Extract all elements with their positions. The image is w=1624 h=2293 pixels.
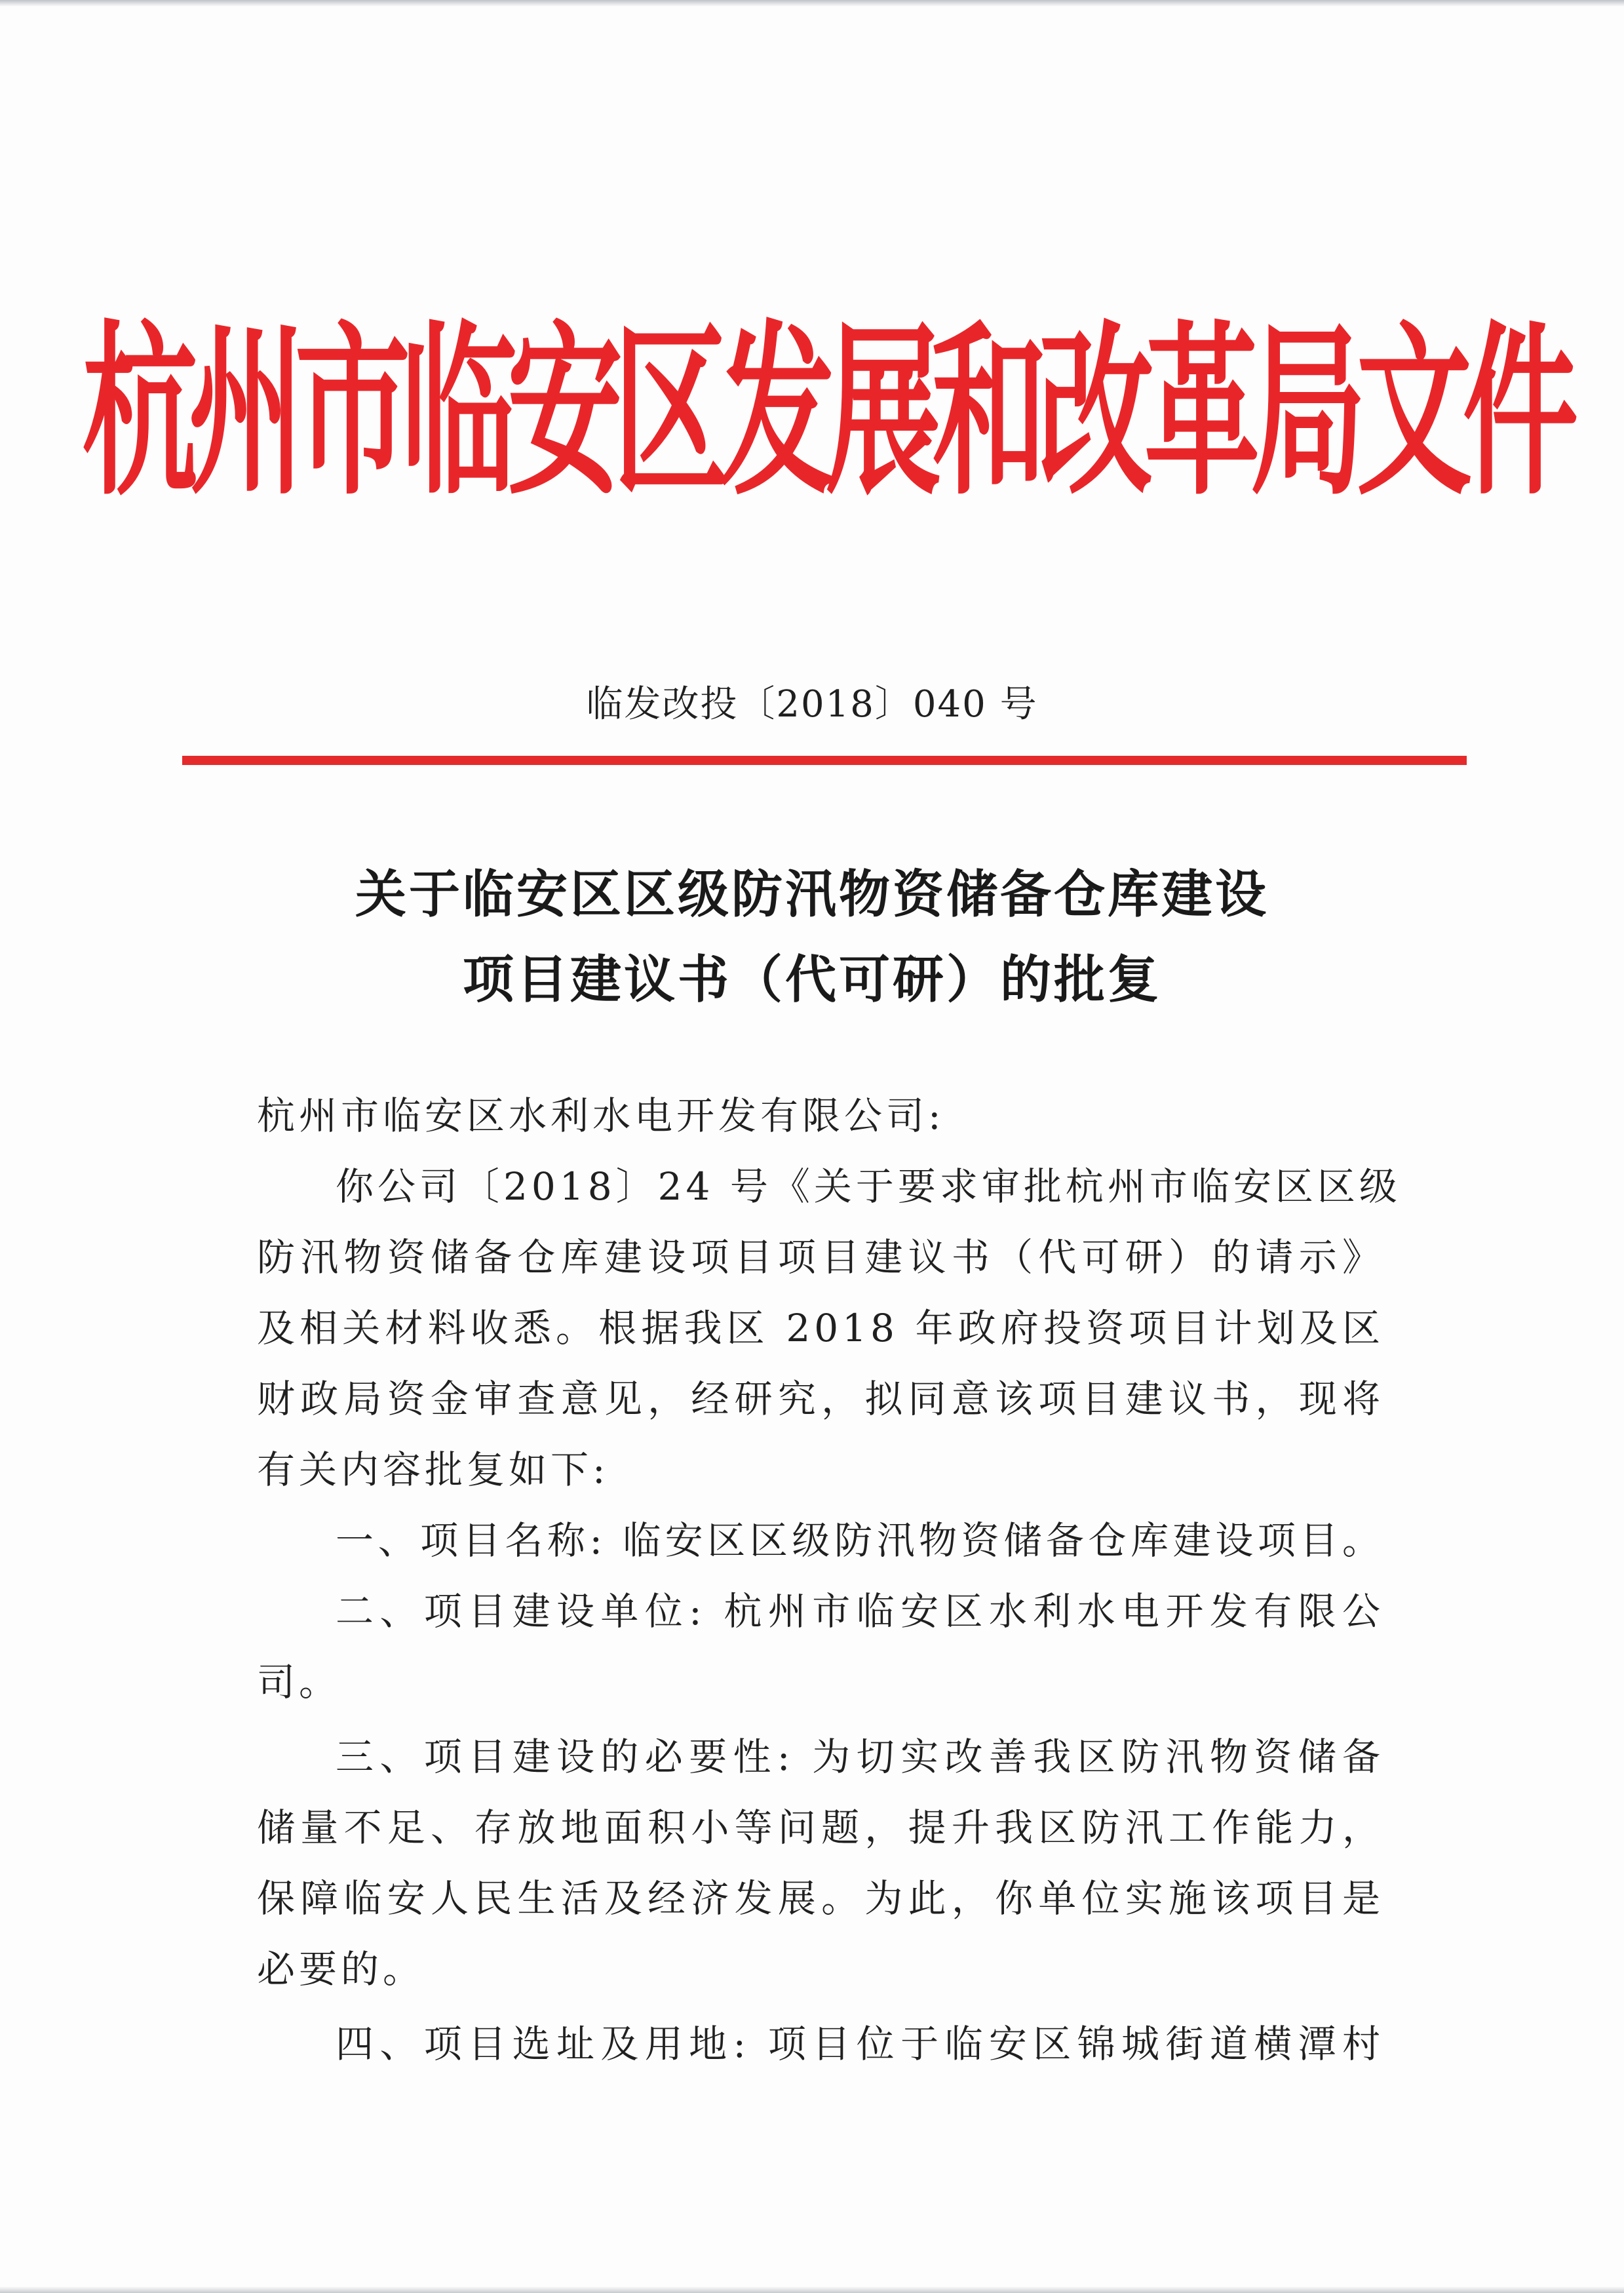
item-2-line: 二、项目建设单位: 杭州市临安区水利水电开发有限公 (336, 1589, 1384, 1634)
item-3-line: 储量不足、存放地面积小等问题，提升我区防汛工作能力， (257, 1805, 1384, 1850)
item-3-line: 保障临安人民生活及经济发展。为此，你单位实施该项目是 (257, 1876, 1384, 1921)
item-3-line: 必要的。 (257, 1947, 425, 1991)
paragraph-1-line: 有关内容批复如下: (257, 1447, 609, 1492)
item-2-line: 司。 (257, 1660, 341, 1704)
addressee: 杭州市临安区水利水电开发有限公司: (257, 1093, 945, 1138)
paragraph-1-line: 你公司〔2018〕24 号《关于要求审批杭州市临安区区级 (336, 1164, 1401, 1209)
item-3-line: 三、项目建设的必要性: 为切实改善我区防汛物资储备 (336, 1734, 1384, 1779)
paragraph-1-line: 防汛物资储备仓库建设项目项目建议书（代可研）的请示》 (257, 1235, 1384, 1280)
document-body (257, 1080, 1401, 2079)
paragraph-1 (257, 1151, 1401, 1505)
red-separator-line (182, 756, 1467, 765)
document-number: 临发改投〔2018〕040 号 (586, 683, 1038, 726)
subject-line-2: 项目建议书（代可研）的批复 (462, 951, 1161, 1009)
document-subject (0, 852, 1624, 1023)
paragraph-1-line: 及相关材料收悉。根据我区 2018 年政府投资项目计划及区 (257, 1306, 1384, 1350)
scan-edge-bottom (0, 2286, 1624, 2293)
item-1-project-name: 一、项目名称: 临安区区级防汛物资储备仓库建设项目。 (336, 1518, 1384, 1563)
paragraph-1-line: 财政局资金审查意见，经研究，拟同意该项目建议书，现将 (257, 1377, 1384, 1421)
scan-edge-top (0, 0, 1624, 7)
item-2-construction-unit (257, 1576, 1384, 1717)
item-3-necessity (257, 1721, 1384, 2005)
issuing-authority-title: 杭州市临安区发展和改革局文件 (83, 305, 1570, 520)
subject-line-1: 关于临安区区级防汛物资储备仓库建设 (355, 865, 1269, 924)
item-4-site-and-land: 四、项目选址及用地: 项目位于临安区锦城街道横潭村 (336, 2022, 1384, 2066)
